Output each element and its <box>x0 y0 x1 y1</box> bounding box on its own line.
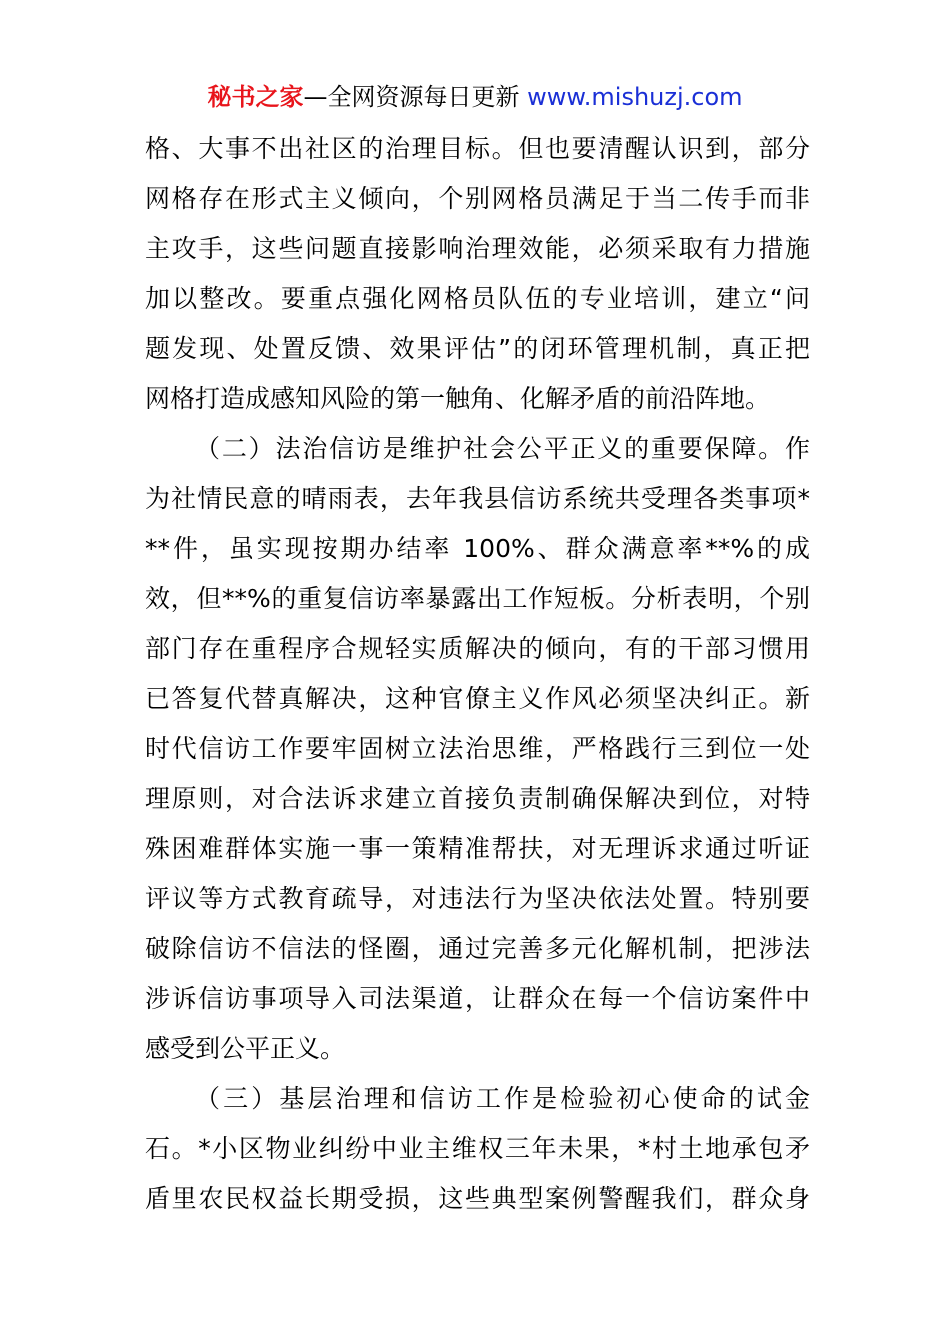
body-text-line: 破除信访不信法的怪圈，通过完善多元化解机制，把涉法 <box>145 934 810 963</box>
body-text-line: 网格打造成感知风险的第一触角、化解矛盾的前沿阵地。 <box>145 384 771 413</box>
document-body <box>145 124 810 1224</box>
body-text-line: 部门存在重程序合规轻实质解决的倾向，有的干部习惯用 <box>145 634 810 663</box>
body-text-line: 涉诉信访事项导入司法渠道，让群众在每一个信访案件中 <box>145 984 810 1013</box>
site-tagline: —全网资源每日更新 <box>303 83 528 111</box>
site-header <box>0 80 950 114</box>
body-text-line: 殊困难群体实施一事一策精准帮扶，对无理诉求通过听证 <box>145 834 810 863</box>
body-text-line: 理原则，对合法诉求建立首接负责制确保解决到位，对特 <box>145 784 810 813</box>
site-brand: 秘书之家 <box>207 83 304 111</box>
body-text-line: （三）基层治理和信访工作是检验初心使命的试金 <box>195 1084 810 1113</box>
body-text-line: 题发现、处置反馈、效果评估”的闭环管理机制，真正把 <box>145 334 810 363</box>
body-text-line: 效，但**%的重复信访率暴露出工作短板。分析表明，个别 <box>145 584 810 613</box>
body-text-line: 为社情民意的晴雨表，去年我县信访系统共受理各类事项* <box>145 484 810 513</box>
body-text-line: 已答复代替真解决，这种官僚主义作风必须坚决纠正。新 <box>145 684 810 713</box>
body-text-line: 格、大事不出社区的治理目标。但也要清醒认识到，部分 <box>145 134 810 163</box>
body-text-line: 加以整改。要重点强化网格员队伍的专业培训，建立“问 <box>145 284 810 313</box>
body-text-line: 主攻手，这些问题直接影响治理效能，必须采取有力措施 <box>145 234 810 263</box>
body-text-line: 石。*小区物业纠纷中业主维权三年未果，*村土地承包矛 <box>145 1134 810 1163</box>
body-text-line: 感受到公平正义。 <box>145 1034 346 1063</box>
body-text-line: 时代信访工作要牢固树立法治思维，严格践行三到位一处 <box>145 734 810 763</box>
body-text-line: 评议等方式教育疏导，对违法行为坚决依法处置。特别要 <box>145 884 810 913</box>
body-text-line: 网格存在形式主义倾向，个别网格员满足于当二传手而非 <box>145 184 810 213</box>
site-url[interactable]: www.mishuzj.com <box>527 83 743 111</box>
body-text-line: **件，虽实现按期办结率 100%、群众满意率**%的成 <box>145 534 810 563</box>
body-text-line: （二）法治信访是维护社会公平正义的重要保障。作 <box>195 434 810 463</box>
body-text-line: 盾里农民权益长期受损，这些典型案例警醒我们，群众身 <box>145 1184 810 1213</box>
